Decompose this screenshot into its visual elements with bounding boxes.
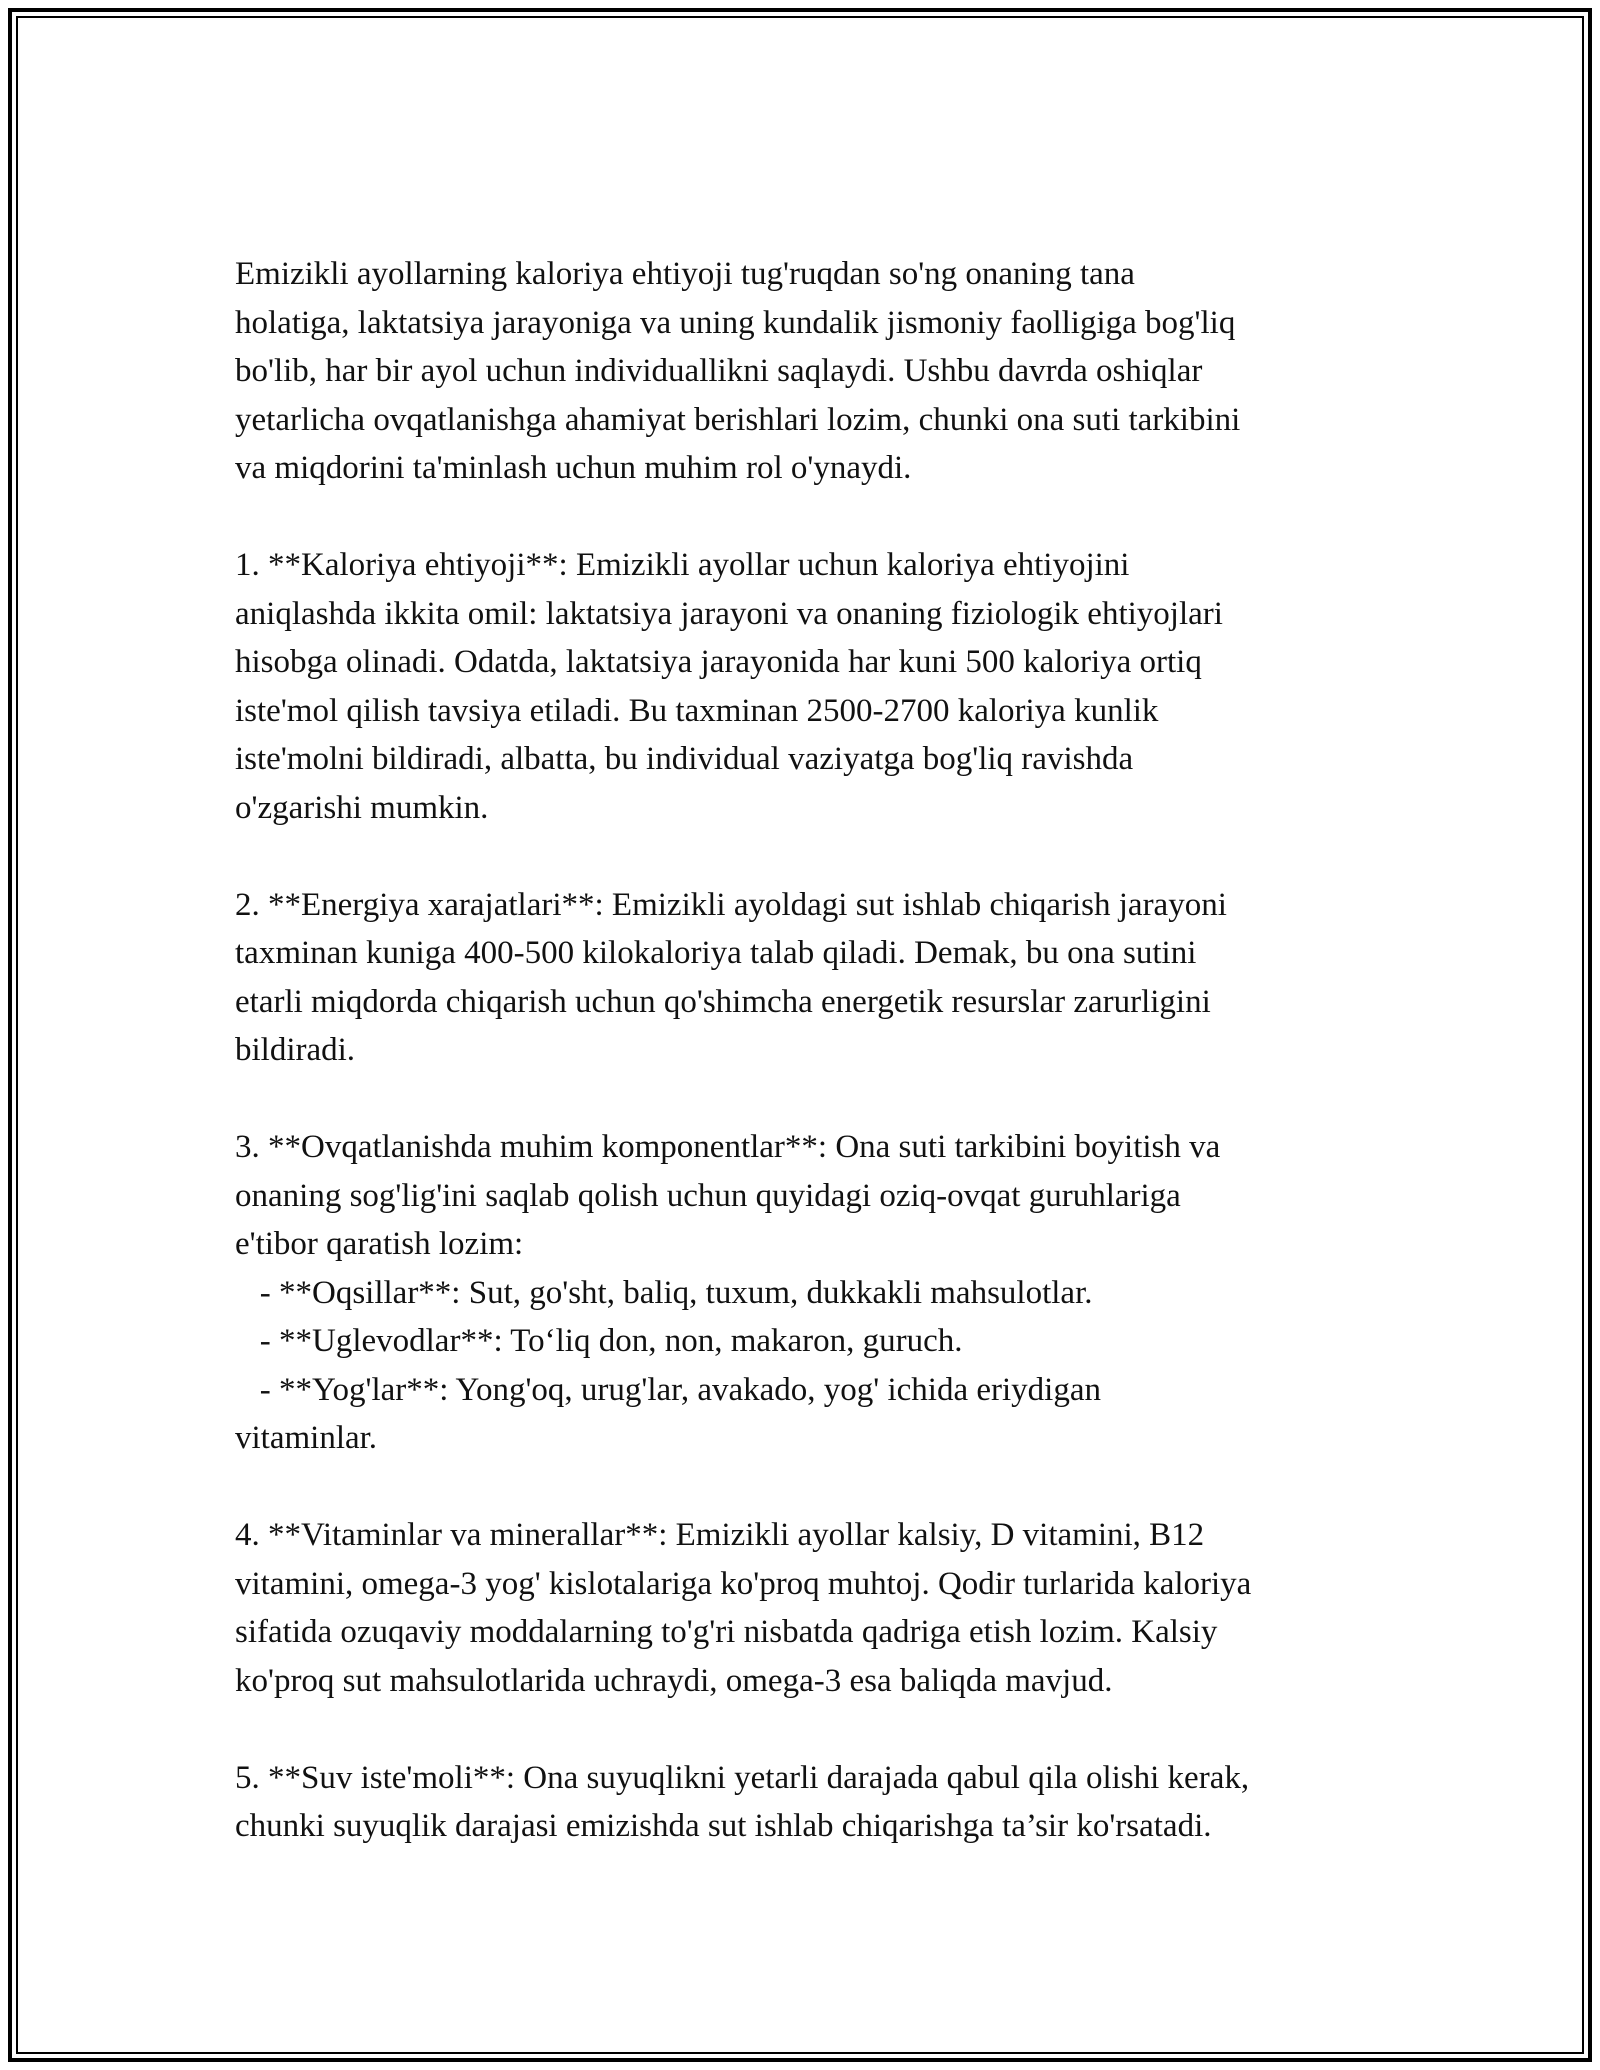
text-line: ko'proq sut mahsulotlarida uchraydi, omega-3 esa baliqda mavjud. (235, 1662, 1113, 1699)
list-item-carbohydrates: - **Uglevodlar**: To‘liq don, non, makaron, guruch. (235, 1323, 963, 1359)
text-line: iste'molni bildiradi, albatta, bu individual vaziyatga bog'liq ravishda (235, 741, 1134, 777)
section-energy-costs (235, 881, 1375, 1075)
section-calorie-needs (235, 541, 1375, 832)
text-line: 4. **Vitaminlar va minerallar**: Emizikli ayollar kalsiy, D vitamini, B12 (235, 1517, 1205, 1553)
text-line: o'zgarishi mumkin. (235, 789, 489, 826)
section-vitamins-minerals (235, 1511, 1375, 1705)
text-line: bildiradi. (235, 1032, 356, 1068)
text-line: etarli miqdorda chiqarish uchun qo'shimcha energetik resurslar zarurligini (235, 983, 1211, 1020)
text-line: iste'mol qilish tavsiya etiladi. Bu taxminan 2500-2700 kaloriya kunlik (235, 692, 1159, 729)
text-line: va miqdorini ta'minlash uchun muhim rol o'ynaydi. (235, 450, 912, 486)
text-line: 2. **Energiya xarajatlari**: Emizikli ayoldagi sut ishlab chiqarish jarayoni (235, 886, 1227, 923)
text-line: chunki suyuqlik darajasi emizishda sut ishlab chiqarishga ta’sir ko'rsatadi. (235, 1808, 1212, 1844)
text-line: aniqlashda ikkita omil: laktatsiya jarayoni va onaning fiziologik ehtiyojlari (235, 595, 1223, 632)
section-nutrition-components (235, 1123, 1375, 1463)
text-line: e'tibor qaratish lozim: (235, 1226, 524, 1262)
text-line: hisobga olinadi. Odatda, laktatsiya jarayonida har kuni 500 kaloriya ortiq (235, 644, 1202, 680)
text-line: 5. **Suv iste'moli**: Ona suyuqlikni yetarli darajada qabul qila olishi kerak, (235, 1759, 1250, 1796)
text-line: 1. **Kaloriya ehtiyoji**: Emizikli ayollar uchun kaloriya ehtiyojini (235, 547, 1130, 583)
text-line: onaning sog'lig'ini saqlab qolish uchun quyidagi oziq-ovqat guruhlariga (235, 1177, 1181, 1214)
list-item-proteins: - **Oqsillar**: Sut, go'sht, baliq, tuxum, dukkakli mahsulotlar. (235, 1274, 1093, 1311)
text-line: 3. **Ovqatlanishda muhim komponentlar**: Ona suti tarkibini boyitish va (235, 1129, 1221, 1165)
text-line: holatiga, laktatsiya jarayoniga va uning kundalik jismoniy faolligiga bog'liq (235, 304, 1236, 341)
text-line: yetarlicha ovqatlanishga ahamiyat berishlari lozim, chunki ona suti tarkibini (235, 401, 1241, 438)
text-line: Emizikli ayollarning kaloriya ehtiyoji tug'ruqdan so'ng onaning tana (235, 256, 1135, 292)
list-item-fats: - **Yog'lar**: Yong'oq, urug'lar, avakado, yog' ichida eriydigan (235, 1371, 1101, 1408)
text-line: bo'lib, har bir ayol uchun individuallikni saqlaydi. Ushbu davrda oshiqlar (235, 353, 1203, 389)
intro-paragraph (235, 250, 1375, 493)
document-body (235, 250, 1375, 1851)
text-line: vitaminlar. (235, 1420, 378, 1456)
text-line: sifatida ozuqaviy moddalarning to'g'ri nisbatda qadriga etish lozim. Kalsiy (235, 1614, 1218, 1650)
text-line: vitamini, omega-3 yog' kislotalariga ko'proq muhtoj. Qodir turlarida kaloriya (235, 1565, 1252, 1602)
text-line: taxminan kuniga 400-500 kilokaloriya talab qiladi. Demak, bu ona sutini (235, 935, 1197, 971)
section-water-intake (235, 1754, 1375, 1851)
